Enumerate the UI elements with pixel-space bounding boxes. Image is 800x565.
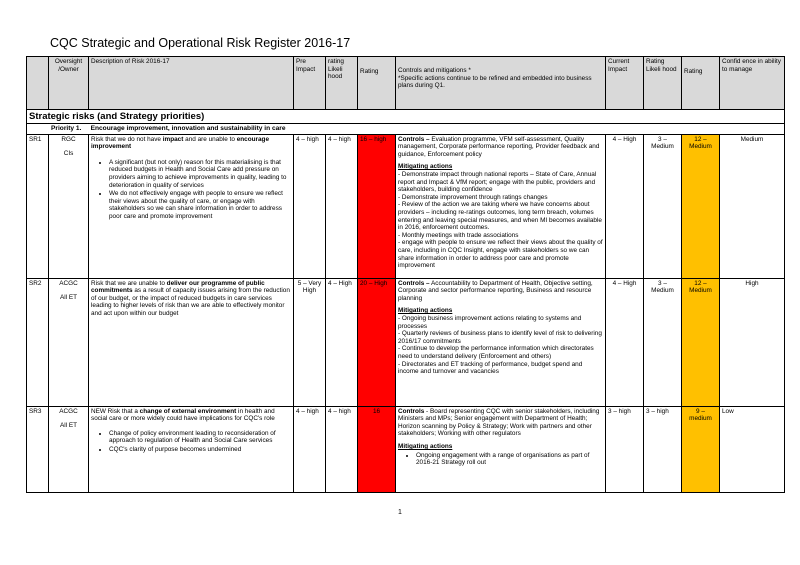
mitigation-item: - Monthly meetings with trade associations [398, 231, 519, 239]
pre-impact: 4 – high [294, 134, 326, 278]
page-title: CQC Strategic and Operational Risk Register 2016-17 [50, 36, 351, 50]
risk-owner [49, 406, 89, 492]
owner-secondary: All ET [59, 294, 78, 302]
mitigation-item: - Continue to develop the performance information which directorates need to understand delivery (Enforcement and others) [398, 345, 594, 360]
controls-label: Controls – [398, 135, 430, 143]
confidence: High [720, 278, 785, 406]
current-impact: 4 – High [606, 134, 644, 278]
risk-description [89, 134, 294, 278]
desc-bold: change of external environment [139, 407, 237, 415]
header-row [27, 57, 785, 110]
current-rating-cell: 12 – Medium [682, 278, 720, 406]
mitigating-label: Mitigating actions [398, 442, 453, 450]
risk-description [89, 278, 294, 406]
mitigation-item: - Demonstrate impact through national reports – State of Care, Annual report and Impact & VfM report; engage with the public, providers and stakeholders, building confidence [398, 170, 597, 194]
current-likelihood: 3 – high [644, 406, 682, 492]
controls-label: Controls – [398, 279, 430, 287]
header-confidence: Confid ence in ability to manage [720, 57, 785, 110]
priority-row [27, 124, 785, 135]
owner-secondary: All ET [59, 422, 78, 430]
controls-text: Accountability to Department of Health, Objective setting, Corporate and sector performance reporting, Business and resource planning [398, 279, 593, 302]
desc-text-mid: and are unable to [183, 135, 237, 143]
current-impact: 3 – high [606, 406, 644, 492]
owner-primary: RGC [61, 135, 76, 143]
desc-bold: deliver our programme of public commitments [91, 279, 265, 295]
controls-cell [396, 134, 606, 278]
risk-owner [49, 134, 89, 278]
list-item: • A significant (but not only) reason for this materialising is that reduced budgets in Health and Social Care add pressure on providers aiming to achieve improvements in quality, leading to deterioration in quality of services [109, 159, 291, 189]
risk-register-table [26, 56, 785, 493]
priority-label: Priority 1. [51, 125, 82, 132]
mitigation-item: - Ongoing business improvement actions relating to systems and processes [398, 314, 582, 330]
header-controls [396, 57, 606, 110]
desc-bullets [91, 159, 291, 221]
controls-label: Controls [398, 407, 425, 415]
desc-bold-2: encourage improvement [91, 135, 270, 151]
mitigating-label: Mitigating actions [398, 163, 453, 171]
list-item: • We do not effectively engage with people to ensure we reflect their views about the quality of care, or engage with stakeholders so we can share information in order to address poor care and promote improvement [109, 190, 291, 220]
likelihood: 4 – high [326, 406, 358, 492]
table-row [27, 278, 785, 406]
header-pre-impact: Pre Impact [294, 57, 326, 110]
mitigating-label: Mitigating actions [398, 307, 453, 315]
desc-text: Risk that we are unable to [91, 279, 167, 287]
controls-cell [396, 278, 606, 406]
owner-primary: ACGC [59, 279, 78, 287]
owner-secondary: CIs [63, 150, 74, 158]
owner-primary: ACGC [59, 407, 78, 415]
desc-bold: impact [162, 135, 184, 143]
header-controls-label: Controls and mitigations * [398, 67, 471, 74]
desc-text-post: in health and social care or more widely could have implications for CQC's role [91, 407, 275, 423]
current-rating-cell: 9 – medium [682, 406, 720, 492]
mitigation-item: - Quarterly reviews of business plans to identify level of risk to delivering 2016/17 commitments [398, 330, 602, 345]
list-item: • Ongoing engagement with a range of organisations as part of 2016-21 Strategy roll out [416, 452, 603, 467]
mitigation-item: - Review of the action we are taking where we have concerns about providers – including re-ratings outcomes, long term breach, volumes entering and leaving special measures, and when MI becomes available in 2016, enforcement outcomes. [398, 201, 602, 232]
header-rating2: Rating [682, 57, 720, 110]
rating-cell: 16 [358, 406, 396, 492]
mitigation-item: - Directorates and ET tracking of performance, budget spend and income and turnover and vacancies [398, 360, 583, 376]
current-rating-cell: 12 – Medium [682, 134, 720, 278]
page-number: 1 [398, 509, 402, 516]
mitigation-bullets [398, 452, 603, 467]
desc-text-post: as a result of capacity issues arising from the reduction of our budget, or the impact of reduced budgets in care services leading to higher levels of risk than we are able to effectively monitor and act upon within our budget [91, 287, 290, 317]
controls-cell [396, 406, 606, 492]
confidence: Low [720, 406, 785, 492]
desc-text: Risk that we do not have [91, 135, 163, 143]
mitigation-item: - engage with people to ensure we reflect their views about the quality of care, including in CQC Insight, engage with stakeholders so we can share information in order to address poor care and promote improvement [398, 239, 603, 270]
risk-owner [49, 278, 89, 406]
list-item: • CQC's clarity of purpose becomes undermined [109, 446, 291, 454]
current-impact: 4 – High [606, 278, 644, 406]
section-heading: Strategic risks (and Strategy priorities) [27, 110, 785, 124]
risk-id: SR2 [27, 278, 49, 406]
risk-description [89, 406, 294, 492]
desc-text: NEW Risk that a [91, 407, 140, 415]
header-id [27, 57, 49, 110]
priority-heading [27, 124, 785, 135]
rating-cell: 16 – high [358, 134, 396, 278]
pre-impact: 5 – Very High [294, 278, 326, 406]
table-row [27, 134, 785, 278]
header-controls-note: *Specific actions continue to be refined and embedded into business plans during Q1. [398, 74, 592, 90]
header-rating-likelihood: Rating Likeli hood [644, 57, 682, 110]
section-row [27, 110, 785, 124]
pre-impact: 4 – high [294, 406, 326, 492]
list-item: • Change of policy environment leading to reconsideration of approach to regulation of Health and Social Care services [109, 430, 291, 445]
rating-cell: 20 – High [358, 278, 396, 406]
header-rating: Rating [358, 57, 396, 110]
header-likelihood: rating Likeli hood [326, 57, 358, 110]
desc-bullets [91, 430, 291, 454]
likelihood: 4 – high [326, 134, 358, 278]
table-row [27, 406, 785, 492]
controls-text: Evaluation programme, VFM self-assessment, Quality management, Corporate performance reporting, Provider feedback and guidance, Enforcement policy [398, 135, 600, 158]
controls-text: - Board representing CQC with senior stakeholders, including Ministers and MPs; Senior engagement with Department of Health; Horizon scanning by Policy & Strategy; Work with partners and other stakeholders; Working with other regulators [398, 407, 600, 438]
header-current-impact: Current Impact [606, 57, 644, 110]
current-likelihood: 3 – Medium [644, 134, 682, 278]
likelihood: 4 – High [326, 278, 358, 406]
risk-id: SR1 [27, 134, 49, 278]
confidence: Medium [720, 134, 785, 278]
mitigation-item: - Demonstrate improvement through ratings changes [398, 193, 548, 201]
current-likelihood: 3 – Medium [644, 278, 682, 406]
header-oversight: Oversight /Owner [49, 57, 89, 110]
priority-text: Encourage improvement, innovation and sustainability in care [90, 125, 286, 132]
header-description: Description of Risk 2016-17 [89, 57, 294, 110]
risk-id: SR3 [27, 406, 49, 492]
